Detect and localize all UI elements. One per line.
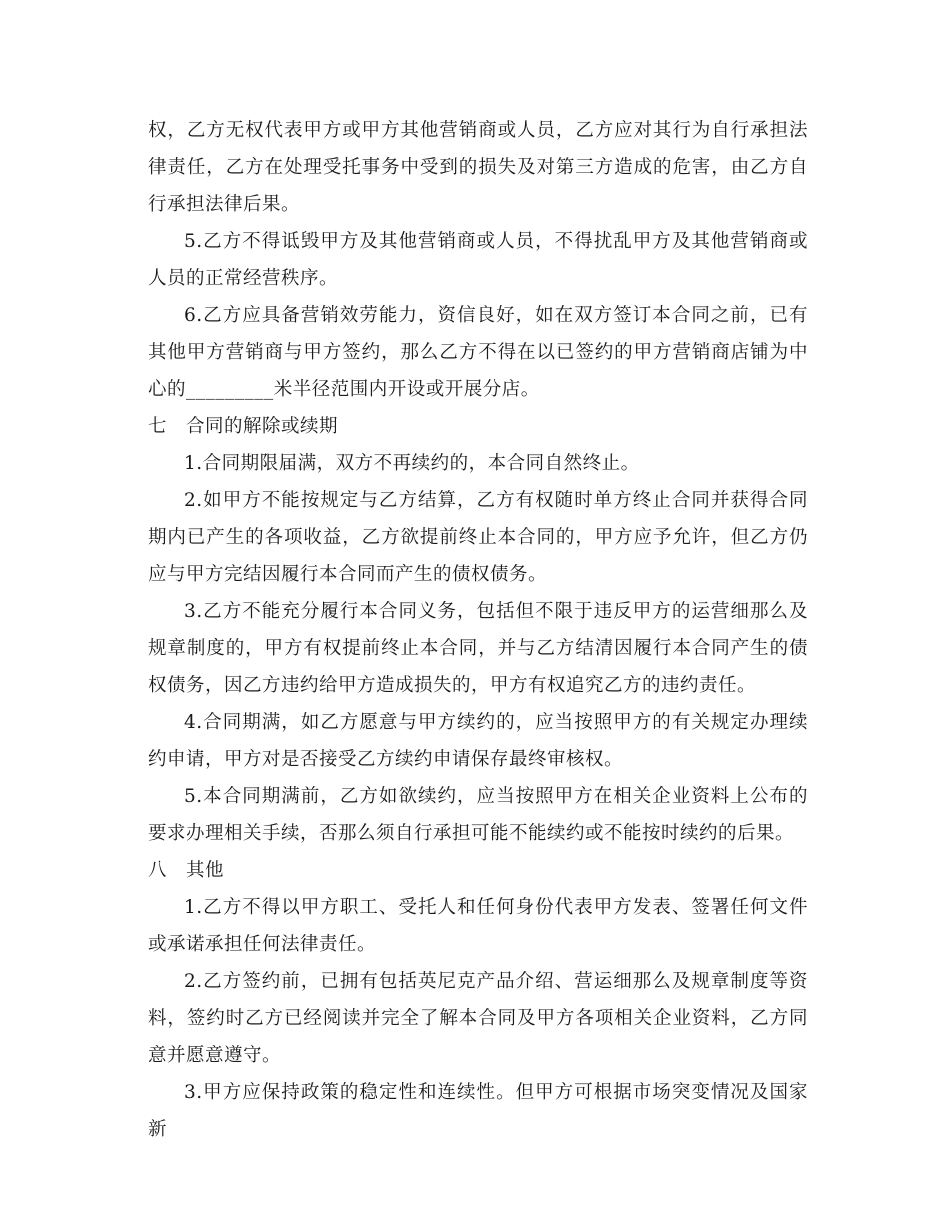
document-body — [148, 112, 808, 1148]
paragraph-termination-3: 3.乙方不能充分履行本合同义务，包括但不限于违反甲方的运营细那么及规章制度的，甲方有权提前终止本合同，并与乙方结清因履行本合同产生的债权债务，因乙方违约给甲方造成损失的，甲方有权追究乙方的违约责任。 — [148, 601, 808, 696]
section-heading-8: 八 其他 — [148, 860, 225, 881]
paragraph-termination-2: 2.如甲方不能按规定与乙方结算，乙方有权随时单方终止合同并获得合同期内已产生的各项收益，乙方欲提前终止本合同的，甲方应予允许，但乙方仍应与甲方完结因履行本合同而产生的债权债务。 — [148, 490, 808, 585]
paragraph-termination-4: 4.合同期满，如乙方愿意与甲方续约的，应当按照甲方的有关规定办理续约申请，甲方对是否接受乙方续约申请保存最终审核权。 — [148, 712, 808, 770]
paragraph-other-2: 2.乙方签约前，已拥有包括英尼克产品介绍、营运细那么及规章制度等资料，签约时乙方已经阅读并完全了解本合同及甲方各项相关企业资料，乙方同意并愿意遵守。 — [148, 971, 808, 1066]
paragraph-clause-6: 6.乙方应具备营销效劳能力，资信良好，如在双方签订本合同之前，已有其他甲方营销商与甲方签约，那么乙方不得在以已签约的甲方营销商店铺为中心的_________米半径范围内开设或开展分店。 — [148, 305, 808, 400]
paragraph-continuation: 权，乙方无权代表甲方或甲方其他营销商或人员，乙方应对其行为自行承担法律责任，乙方在处理受托事务中受到的损失及对第三方造成的危害，由乙方自行承担法律后果。 — [148, 120, 808, 215]
paragraph-other-1: 1.乙方不得以甲方职工、受托人和任何身份代表甲方发表、签署任何文件或承诺承担任何法律责任。 — [148, 897, 808, 955]
paragraph-termination-5: 5.本合同期满前，乙方如欲续约，应当按照甲方在相关企业资料上公布的要求办理相关手续，否那么须自行承担可能不能续约或不能按时续约的后果。 — [148, 786, 808, 844]
paragraph-other-3: 3.甲方应保持政策的稳定性和连续性。但甲方可根据市场突变情况及国家新 — [148, 1082, 808, 1140]
paragraph-clause-5: 5.乙方不得诋毁甲方及其他营销商或人员，不得扰乱甲方及其他营销商或人员的正常经营秩序。 — [148, 231, 808, 289]
section-heading-7: 七 合同的解除或续期 — [148, 416, 339, 437]
paragraph-termination-1: 1.合同期限届满，双方不再续约的，本合同自然终止。 — [184, 453, 640, 474]
